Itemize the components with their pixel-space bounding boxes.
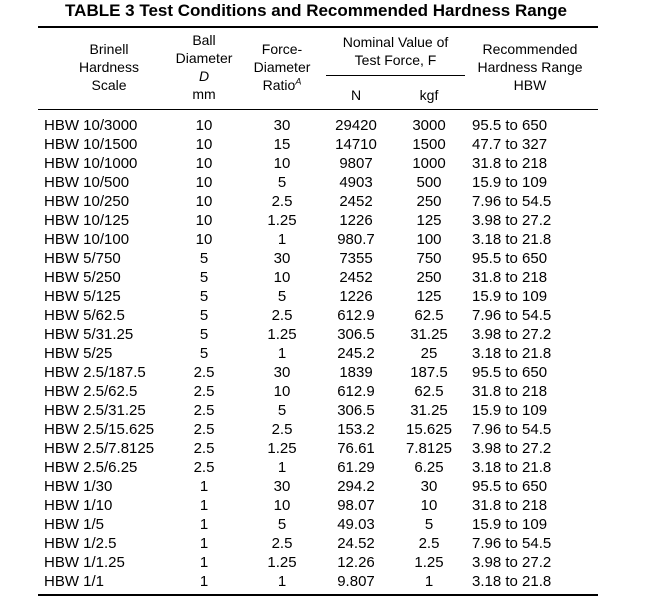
- cell-force-kgf: 1.25: [414, 554, 444, 571]
- cell-ratio: 1: [277, 345, 287, 362]
- cell-ball-diameter: 5: [199, 250, 209, 267]
- cell-scale: HBW 1/10: [44, 497, 113, 514]
- table-row: [0, 420, 652, 439]
- cell-scale: HBW 2.5/6.25: [44, 459, 138, 476]
- cell-hardness-range: 31.8 to 218: [472, 155, 548, 172]
- cell-scale: HBW 2.5/15.625: [44, 421, 155, 438]
- cell-hardness-range: 95.5 to 650: [472, 364, 548, 381]
- cell-scale: HBW 10/3000: [44, 117, 138, 134]
- cell-scale: HBW 1/1: [44, 573, 105, 590]
- cell-force-n: 76.61: [337, 440, 375, 457]
- cell-scale: HBW 5/31.25: [44, 326, 134, 343]
- table-row: [0, 173, 652, 192]
- cell-ball-diameter: 10: [195, 212, 213, 229]
- cell-scale: HBW 5/125: [44, 288, 121, 305]
- cell-hardness-range: 31.8 to 218: [472, 383, 548, 400]
- table-row: [0, 325, 652, 344]
- cell-force-kgf: 62.5: [414, 307, 444, 324]
- cell-hardness-range: 3.18 to 21.8: [472, 573, 552, 590]
- cell-ratio: 15: [273, 136, 291, 153]
- cell-scale: HBW 1/1.25: [44, 554, 125, 571]
- cell-ratio: 30: [273, 364, 291, 381]
- cell-force-n: 306.5: [337, 326, 375, 343]
- cell-ratio: 1: [277, 459, 287, 476]
- cell-force-kgf: 500: [416, 174, 442, 191]
- header-recommended-hardness: Recommended Hardness Range HBW: [477, 41, 583, 93]
- cell-ratio: 30: [273, 478, 291, 495]
- table-row: [0, 553, 652, 572]
- cell-force-kgf: 250: [416, 269, 442, 286]
- table-row: [0, 287, 652, 306]
- cell-ratio: 2.5: [271, 421, 293, 438]
- table-row: [0, 439, 652, 458]
- cell-force-n: 980.7: [337, 231, 375, 248]
- table-row: [0, 382, 652, 401]
- cell-ball-diameter: 1: [199, 554, 209, 571]
- header-force-diameter-ratio: Force- Diameter Ratio$^A$: [253, 41, 311, 93]
- cell-force-n: 1226: [339, 288, 373, 305]
- cell-force-n: 4903: [339, 174, 373, 191]
- cell-force-n: 9.807: [337, 573, 375, 590]
- cell-force-kgf: 15.625: [406, 421, 452, 438]
- cell-force-kgf: 250: [416, 193, 442, 210]
- cell-ball-diameter: 5: [199, 288, 209, 305]
- table-row: [0, 268, 652, 287]
- cell-hardness-range: 15.9 to 109: [472, 174, 548, 191]
- cell-ball-diameter: 10: [195, 155, 213, 172]
- table-row: [0, 306, 652, 325]
- cell-ratio: 1: [277, 573, 287, 590]
- cell-force-n: 1226: [339, 212, 373, 229]
- header-sub-rule: [326, 75, 465, 76]
- cell-force-kgf: 7.8125: [406, 440, 452, 457]
- cell-ratio: 1: [277, 231, 287, 248]
- table-row: [0, 116, 652, 135]
- cell-ball-diameter: 1: [199, 497, 209, 514]
- cell-force-kgf: 31.25: [410, 402, 448, 419]
- cell-force-kgf: 1500: [412, 136, 446, 153]
- cell-hardness-range: 3.98 to 27.2: [472, 212, 552, 229]
- cell-ball-diameter: 2.5: [193, 402, 215, 419]
- cell-ratio: 10: [273, 155, 291, 172]
- cell-ball-diameter: 10: [195, 231, 213, 248]
- cell-scale: HBW 5/25: [44, 345, 113, 362]
- cell-hardness-range: 95.5 to 650: [472, 250, 548, 267]
- cell-hardness-range: 3.98 to 27.2: [472, 554, 552, 571]
- cell-ball-diameter: 5: [199, 269, 209, 286]
- cell-force-n: 14710: [335, 136, 377, 153]
- cell-force-kgf: 25: [420, 345, 438, 362]
- table-row: [0, 534, 652, 553]
- cell-ratio: 30: [273, 117, 291, 134]
- cell-ratio: 5: [277, 516, 287, 533]
- cell-ball-diameter: 2.5: [193, 440, 215, 457]
- cell-ratio: 5: [277, 402, 287, 419]
- cell-ratio: 10: [273, 383, 291, 400]
- cell-ratio: 1.25: [267, 212, 297, 229]
- cell-hardness-range: 3.18 to 21.8: [472, 459, 552, 476]
- table-row: [0, 344, 652, 363]
- cell-hardness-range: 7.96 to 54.5: [472, 535, 552, 552]
- cell-hardness-range: 95.5 to 650: [472, 478, 548, 495]
- table-row: [0, 572, 652, 591]
- table-row: [0, 249, 652, 268]
- table-row: [0, 135, 652, 154]
- cell-ball-diameter: 2.5: [193, 421, 215, 438]
- cell-hardness-range: 15.9 to 109: [472, 288, 548, 305]
- cell-scale: HBW 10/500: [44, 174, 130, 191]
- cell-force-n: 24.52: [337, 535, 375, 552]
- header-ball-diameter: Ball Diameter D mm: [175, 32, 233, 102]
- table-body: [0, 116, 652, 591]
- cell-hardness-range: 3.18 to 21.8: [472, 345, 552, 362]
- cell-force-n: 306.5: [337, 402, 375, 419]
- cell-force-n: 245.2: [337, 345, 375, 362]
- cell-ratio: 5: [277, 174, 287, 191]
- cell-force-kgf: 2.5: [418, 535, 440, 552]
- header-unit-kgf: kgf: [419, 87, 439, 103]
- cell-force-n: 612.9: [337, 383, 375, 400]
- cell-hardness-range: 15.9 to 109: [472, 516, 548, 533]
- cell-force-n: 29420: [335, 117, 377, 134]
- header-nominal-test-force: Nominal Value of Test Force, F: [342, 34, 449, 68]
- cell-ratio: 1.25: [267, 554, 297, 571]
- cell-hardness-range: 3.98 to 27.2: [472, 326, 552, 343]
- cell-force-kgf: 5: [424, 516, 434, 533]
- cell-hardness-range: 3.18 to 21.8: [472, 231, 552, 248]
- cell-ball-diameter: 2.5: [193, 383, 215, 400]
- cell-force-n: 49.03: [337, 516, 375, 533]
- cell-scale: HBW 2.5/7.8125: [44, 440, 155, 457]
- cell-hardness-range: 7.96 to 54.5: [472, 307, 552, 324]
- cell-force-kgf: 187.5: [410, 364, 448, 381]
- cell-ball-diameter: 5: [199, 326, 209, 343]
- cell-scale: HBW 2.5/62.5: [44, 383, 138, 400]
- cell-hardness-range: 15.9 to 109: [472, 402, 548, 419]
- top-rule: [38, 26, 598, 28]
- cell-force-kgf: 1000: [412, 155, 446, 172]
- cell-scale: HBW 5/750: [44, 250, 121, 267]
- cell-force-n: 2452: [339, 193, 373, 210]
- cell-force-n: 153.2: [337, 421, 375, 438]
- table-row: [0, 477, 652, 496]
- cell-hardness-range: 7.96 to 54.5: [472, 193, 552, 210]
- cell-scale: HBW 10/250: [44, 193, 130, 210]
- bottom-rule: [38, 594, 598, 596]
- table-row: [0, 496, 652, 515]
- cell-hardness-range: 95.5 to 650: [472, 117, 548, 134]
- cell-ball-diameter: 1: [199, 573, 209, 590]
- cell-ball-diameter: 1: [199, 516, 209, 533]
- header-bottom-rule: [38, 109, 598, 110]
- cell-ratio: 30: [273, 250, 291, 267]
- table-row: [0, 515, 652, 534]
- cell-force-n: 1839: [339, 364, 373, 381]
- cell-hardness-range: 31.8 to 218: [472, 269, 548, 286]
- cell-ball-diameter: 10: [195, 193, 213, 210]
- cell-scale: HBW 2.5/187.5: [44, 364, 146, 381]
- table-row: [0, 230, 652, 249]
- cell-force-n: 61.29: [337, 459, 375, 476]
- cell-force-kgf: 125: [416, 288, 442, 305]
- cell-ball-diameter: 5: [199, 307, 209, 324]
- cell-scale: HBW 1/2.5: [44, 535, 117, 552]
- cell-scale: HBW 1/30: [44, 478, 113, 495]
- cell-scale: HBW 5/62.5: [44, 307, 125, 324]
- cell-force-kgf: 100: [416, 231, 442, 248]
- cell-ball-diameter: 1: [199, 535, 209, 552]
- table-title: TABLE 3 Test Conditions and Recommended Hardness Range: [65, 1, 567, 20]
- cell-force-n: 2452: [339, 269, 373, 286]
- cell-ratio: 1.25: [267, 326, 297, 343]
- cell-force-kgf: 30: [420, 478, 438, 495]
- cell-ball-diameter: 10: [195, 117, 213, 134]
- cell-force-kgf: 6.25: [414, 459, 444, 476]
- cell-ball-diameter: 10: [195, 174, 213, 191]
- cell-force-kgf: 1: [424, 573, 434, 590]
- cell-force-kgf: 125: [416, 212, 442, 229]
- cell-force-n: 7355: [339, 250, 373, 267]
- cell-ball-diameter: 2.5: [193, 364, 215, 381]
- cell-hardness-range: 47.7 to 327: [472, 136, 548, 153]
- cell-ratio: 2.5: [271, 307, 293, 324]
- cell-ball-diameter: 2.5: [193, 459, 215, 476]
- cell-scale: HBW 5/250: [44, 269, 121, 286]
- cell-hardness-range: 3.98 to 27.2: [472, 440, 552, 457]
- cell-force-n: 12.26: [337, 554, 375, 571]
- cell-hardness-range: 7.96 to 54.5: [472, 421, 552, 438]
- cell-force-n: 9807: [339, 155, 373, 172]
- header-brinell-scale: Brinell Hardness Scale: [79, 41, 139, 93]
- cell-force-kgf: 750: [416, 250, 442, 267]
- cell-ratio: 10: [273, 269, 291, 286]
- cell-ratio: 5: [277, 288, 287, 305]
- table-row: [0, 401, 652, 420]
- cell-scale: HBW 10/1500: [44, 136, 138, 153]
- cell-ratio: 2.5: [271, 193, 293, 210]
- cell-hardness-range: 31.8 to 218: [472, 497, 548, 514]
- cell-scale: HBW 1/5: [44, 516, 105, 533]
- cell-scale: HBW 10/1000: [44, 155, 138, 172]
- table-row: [0, 211, 652, 230]
- table-row: [0, 363, 652, 382]
- cell-force-n: 294.2: [337, 478, 375, 495]
- cell-force-kgf: 62.5: [414, 383, 444, 400]
- cell-scale: HBW 10/125: [44, 212, 130, 229]
- cell-force-kgf: 31.25: [410, 326, 448, 343]
- cell-force-kgf: 10: [420, 497, 438, 514]
- cell-force-n: 98.07: [337, 497, 375, 514]
- cell-ball-diameter: 10: [195, 136, 213, 153]
- cell-ball-diameter: 1: [199, 478, 209, 495]
- cell-ratio: 1.25: [267, 440, 297, 457]
- cell-force-n: 612.9: [337, 307, 375, 324]
- cell-ball-diameter: 5: [199, 345, 209, 362]
- table-row: [0, 458, 652, 477]
- cell-scale: HBW 2.5/31.25: [44, 402, 146, 419]
- cell-ratio: 10: [273, 497, 291, 514]
- table-row: [0, 154, 652, 173]
- header-unit-n: N: [350, 87, 362, 103]
- cell-force-kgf: 3000: [412, 117, 446, 134]
- table-row: [0, 192, 652, 211]
- cell-ratio: 2.5: [271, 535, 293, 552]
- cell-scale: HBW 10/100: [44, 231, 130, 248]
